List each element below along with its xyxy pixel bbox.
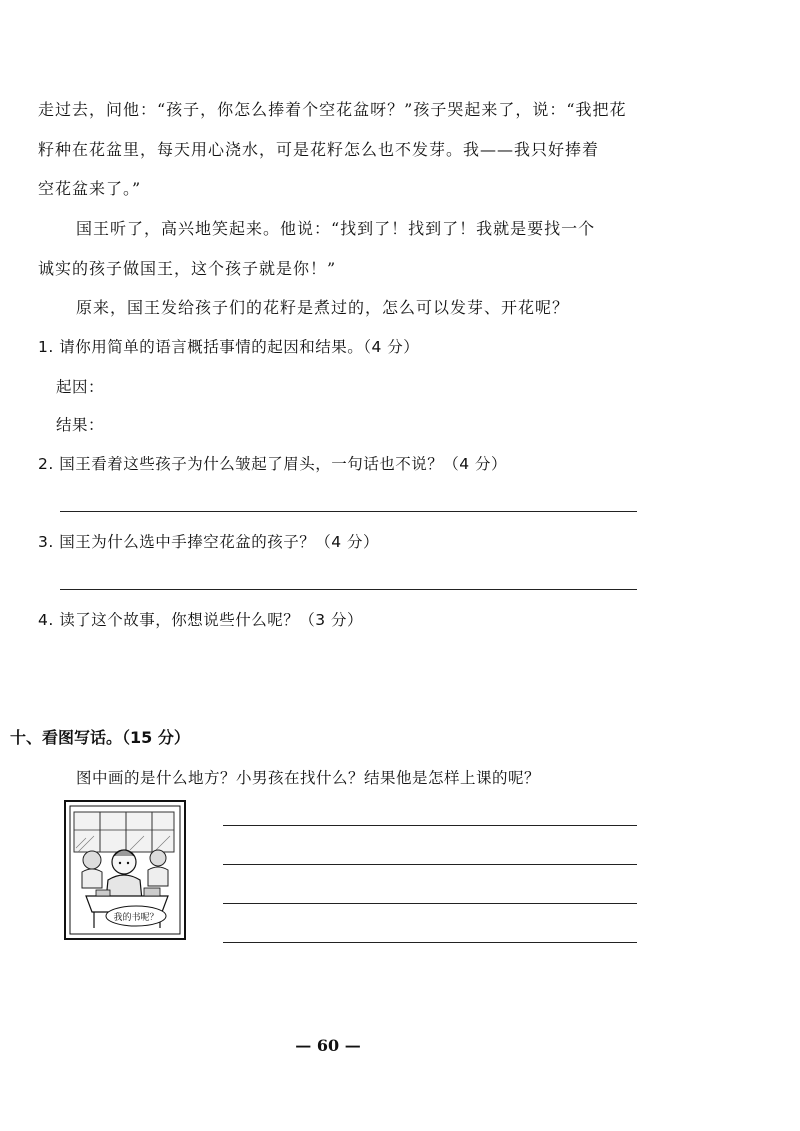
question-3: 3. 国王为什么选中手捧空花盆的孩子？（4 分） [38,533,380,551]
story-line-4: 国王听了，高兴地笑起来。他说：“找到了！找到了！我就是要找一个 [76,219,596,238]
writing-line-4[interactable] [223,942,637,943]
story-line-6: 原来，国王发给孩子们的花籽是煮过的，怎么可以发芽、开花呢？ [76,298,570,317]
answer-line-q3[interactable] [60,589,637,590]
story-line-5: 诚实的孩子做国王，这个孩子就是你！” [38,259,337,278]
classroom-illustration [64,800,186,940]
story-line-1: 走过去，问他：“孩子，你怎么捧着个空花盆呀？”孩子哭起来了，说：“我把花 [38,100,627,119]
section-10-title: 十、看图写话。（15 分） [10,728,190,747]
question-2: 2. 国王看着这些孩子为什么皱起了眉头，一句话也不说？（4 分） [38,455,508,473]
section-10-prompt: 图中画的是什么地方？小男孩在找什么？结果他是怎样上课的呢？ [76,769,541,787]
question-1-result-label: 结果： [56,416,105,434]
story-line-2: 籽种在花盆里，每天用心浇水，可是花籽怎么也不发芽。我——我只好捧着 [38,140,600,159]
story-line-3: 空花盆来了。” [38,179,142,198]
writing-line-1[interactable] [223,825,637,826]
speech-bubble-text: 我的书呢？ [113,913,159,923]
question-4: 4. 读了这个故事，你想说些什么呢？（3 分） [38,611,364,629]
page-number: — 60 — [295,1036,361,1055]
answer-line-q2[interactable] [60,511,637,512]
classroom-picture [64,800,186,940]
question-1-cause-label: 起因： [56,378,105,396]
writing-line-3[interactable] [223,903,637,904]
question-1: 1. 请你用简单的语言概括事情的起因和结果。（4 分） [38,338,420,356]
writing-line-2[interactable] [223,864,637,865]
